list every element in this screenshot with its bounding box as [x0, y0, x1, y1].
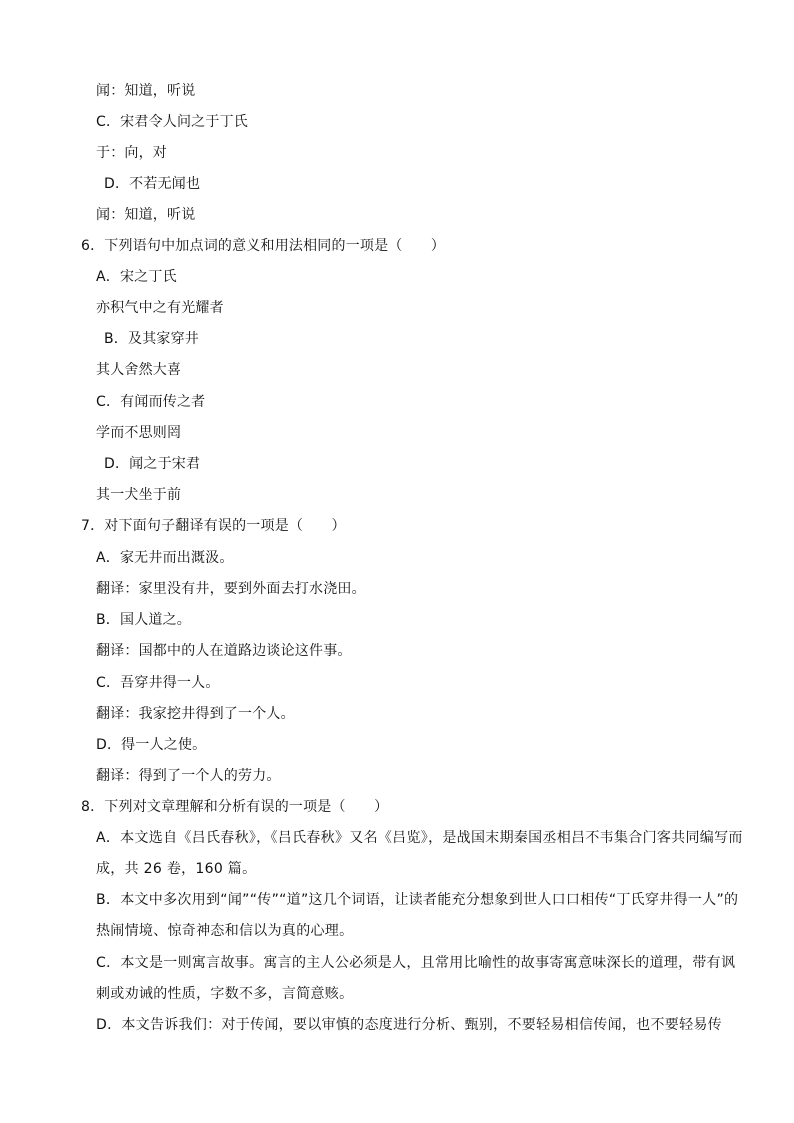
q8-option-a: A．本文选自《吕氏春秋》，《吕氏春秋》又名《吕览》，是战国末期秦国丞相吕不韦集合门客共同编写而成，共 26 卷，160 篇。 — [96, 830, 743, 877]
q6-option-d-sentence: 其一犬坐于前 — [96, 487, 182, 503]
q8-option-b: B．本文中多次用到“闻”“传”“道”这几个词语，让读者能充分想象到世人口口相传“丁氏穿井得一人”的热闹情境、惊奇神态和信以为真的心理。 — [96, 892, 739, 939]
q7-stem: 7．对下面句子翻译有误的一项是（ ） — [81, 518, 346, 534]
q7-option-a-translation: 翻译：家里没有井，要到外面去打水浇田。 — [96, 581, 366, 597]
q6-option-c: C．有闻而传之者 — [96, 394, 206, 410]
q5-option-c-note: 于：向，对 — [96, 145, 167, 161]
q5-option-d: D．不若无闻也 — [104, 176, 201, 192]
q6-option-d: D．闻之于宋君 — [104, 456, 201, 472]
q5-option-d-note: 闻：知道，听说 — [96, 207, 196, 223]
q5-note-line: 闻：知道，听说 — [96, 83, 196, 99]
q7-option-b-translation: 翻译：国都中的人在道路边谈论这件事。 — [96, 643, 352, 659]
q8-stem: 8．下列对文章理解和分析有误的一项是（ ） — [81, 799, 389, 815]
q8-option-c: C．本文是一则寓言故事。寓言的主人公必须是人，且常用比喻性的故事寄寓意味深长的道理，带有讽刺或劝诫的性质，字数不多，言简意赅。 — [96, 955, 736, 1002]
q7-option-b: B．国人道之。 — [96, 612, 192, 628]
q7-option-d-translation: 翻译：得到了一个人的劳力。 — [96, 768, 281, 784]
q6-option-b-sentence: 其人舍然大喜 — [96, 362, 182, 378]
q7-option-c-translation: 翻译：我家挖井得到了一个人。 — [96, 706, 295, 722]
q5-option-c: C．宋君令人问之于丁氏 — [96, 114, 248, 130]
q6-option-a: A．宋之丁氏 — [96, 269, 177, 285]
q6-stem: 6．下列语句中加点词的意义和用法相同的一项是（ ） — [81, 238, 446, 254]
q6-option-b: B．及其家穿井 — [104, 331, 200, 347]
q8-option-d: D．本文告诉我们：对于传闻，要以审慎的态度进行分析、甄别，不要轻易相信传闻，也不要轻易传 — [96, 1017, 722, 1033]
q7-option-d: D．得一人之使。 — [96, 737, 207, 753]
q6-option-c-sentence: 学而不思则罔 — [96, 425, 182, 441]
q7-option-c: C．吾穿井得一人。 — [96, 675, 220, 691]
q7-option-a: A．家无井而出溉汲。 — [96, 550, 234, 566]
q6-option-a-sentence: 亦积气中之有光耀者 — [96, 300, 224, 316]
